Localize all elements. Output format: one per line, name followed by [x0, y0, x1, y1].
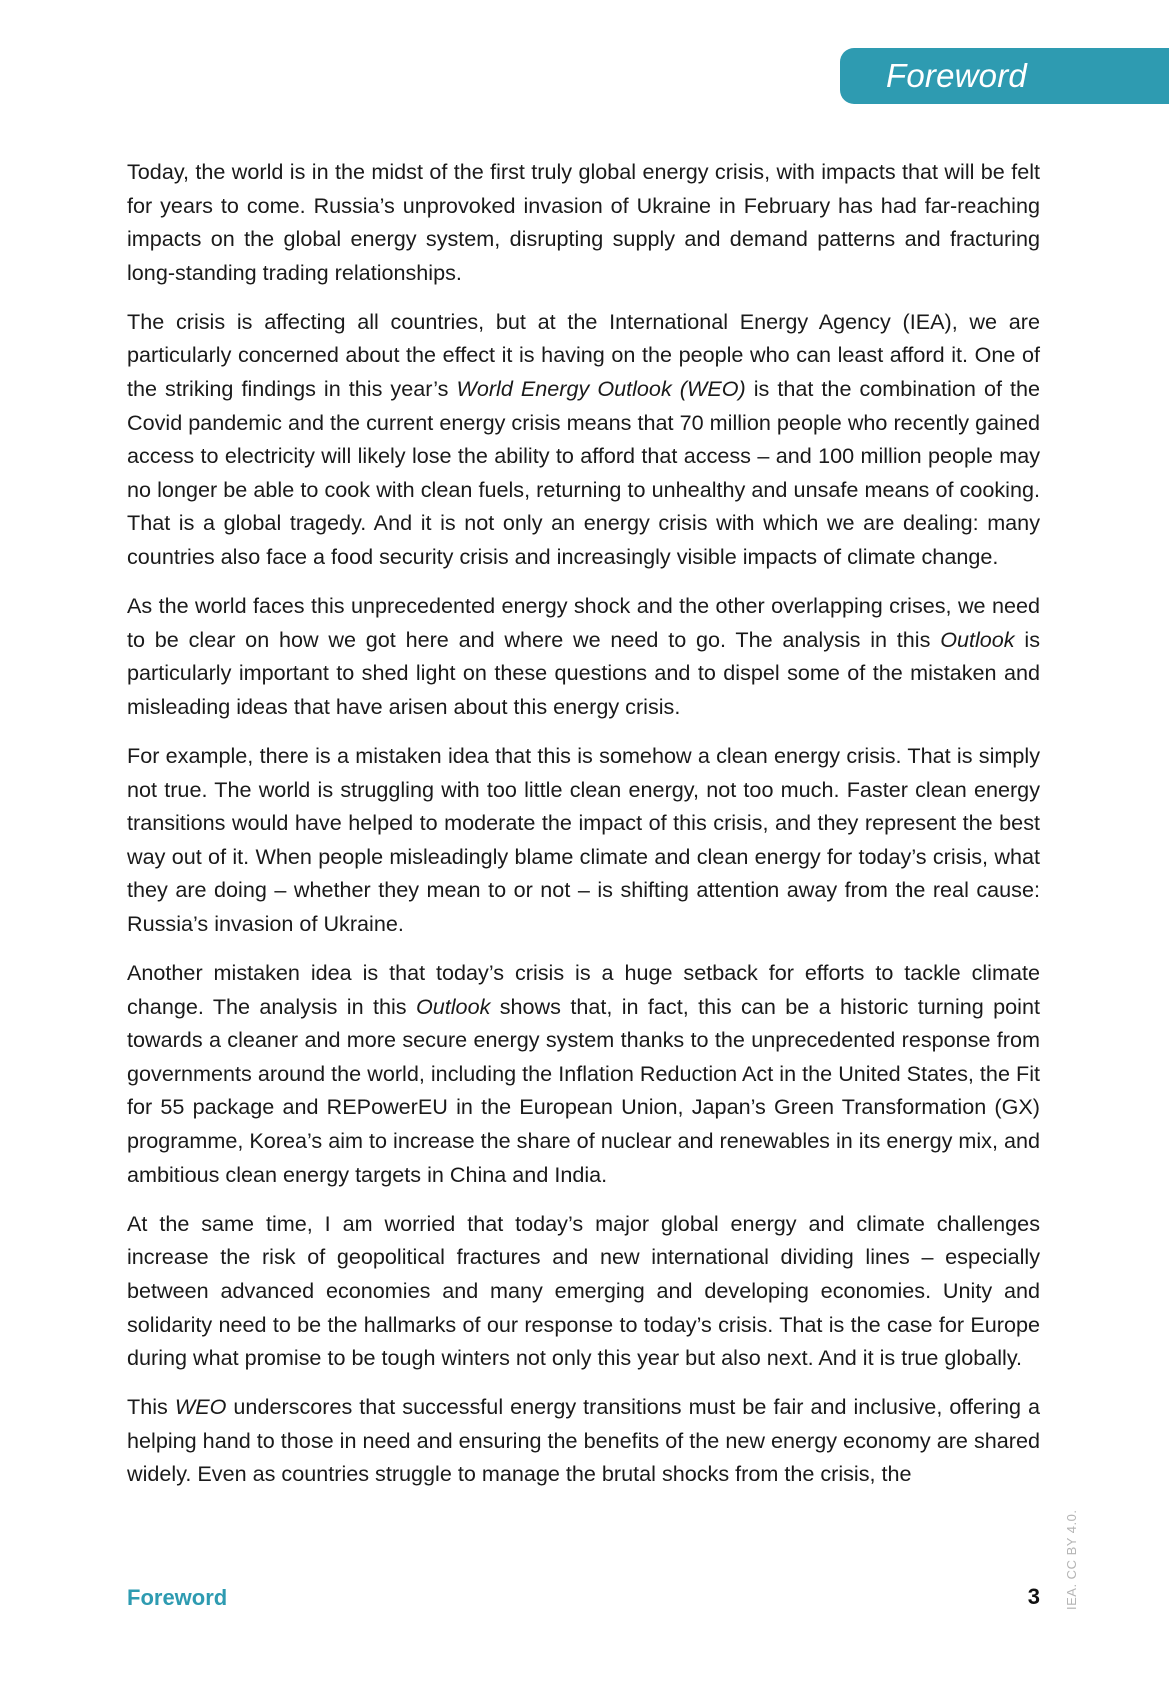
page-number: 3 [1027, 1584, 1040, 1609]
paragraph-2-text-end: is that the combination of the Covid pandemic and the current energy crisis means that 70 million people who recently gained access to electricity will likely lose the ability to afford that access – and 100 million people may no longer be able to cook with clean fuels, returning to unhealthy and unsafe means of cooking. That is a global tragedy. And it is not only an energy crisis with which we are dealing: many countries also face a food security crisis and increasingly visible impacts of climate change. [127, 376, 1041, 570]
paragraph-7-text-start: This [127, 1394, 175, 1420]
paragraph-1-text: Today, the world is in the midst of the first truly global energy crisis, with impacts that will be felt for years to come. Russia’s unprovoked invasion of Ukraine in February has had far-reaching impacts on the global energy system, disrupting supply and demand patterns and fracturing long-standing trading relationships. [127, 159, 1040, 285]
paragraph-4 [127, 739, 1040, 941]
paragraph-3-text-start: As the world faces this unprecedented energy shock and the other overlapping crises, we need to be clear on how we got here and where we need to go. The analysis in this [127, 593, 1040, 652]
publication-title-weo: World Energy Outlook (WEO) [456, 376, 746, 402]
paragraph-5 [127, 956, 1040, 1191]
paragraph-5-text-start: Another mistaken idea is that today’s crisis is a huge setback for efforts to tackle climate change. The analysis in this [127, 960, 1040, 1019]
paragraph-7-text-end: underscores that successful energy transitions must be fair and inclusive, offering a helping hand to those in need and ensuring the benefits of the new energy economy are shared widely. Even as countries struggle to manage the brutal shocks from the crisis, the [127, 1394, 1040, 1487]
footer-section-title: Foreword [127, 1585, 228, 1610]
paragraph-5-text-end: shows that, in fact, this can be a historic turning point towards a cleaner and more secure energy system thanks to the unprecedented response from governments around the world, including the Inflation Reduction Act in the United States, the Fit for 55 package and REPowerEU in the European Union, Japan’s Green Transformation (GX) programme, Korea’s aim to increase the share of nuclear and renewables in its energy mix, and ambitious clean energy targets in China and India. [127, 993, 1041, 1187]
paragraph-3-text-end: is particularly important to shed light on these questions and to dispel some of the mistaken and misleading ideas that have arisen about this energy crisis. [127, 626, 1040, 719]
section-header-label: Foreword [886, 57, 1027, 94]
section-header-tab [840, 48, 1169, 104]
paragraph-6 [127, 1207, 1040, 1375]
license-notice: IEA. CC BY 4.0. [1064, 1509, 1079, 1610]
body-text [127, 155, 1040, 1506]
paragraph-2 [127, 305, 1040, 574]
paragraph-3 [127, 589, 1040, 723]
publication-title-outlook-2: Outlook [415, 993, 491, 1019]
paragraph-1 [127, 155, 1040, 289]
publication-title-weo-2: WEO [174, 1394, 227, 1420]
paragraph-6-text: At the same time, I am worried that today’s major global energy and climate challenges increase the risk of geopolitical fractures and new international dividing lines – especially between advanced economies and many emerging and developing economies. Unity and solidarity need to be the hallmarks of our response to today’s crisis. That is the case for Europe during what promise to be tough winters not only this year but also next. And it is true globally. [127, 1210, 1040, 1371]
paragraph-4-text: For example, there is a mistaken idea that this is somehow a clean energy crisis. That is simply not true. The world is struggling with too little clean energy, not too much. Faster clean energy transitions would have helped to moderate the impact of this crisis, and they represent the best way out of it. When people misleadingly blame climate and clean energy for today’s crisis, what they are doing – whether they mean to or not – is shifting attention away from the real cause: Russia’s invasion of Ukraine. [127, 743, 1040, 936]
paragraph-7 [127, 1390, 1040, 1491]
paragraph-2-text-start: The crisis is affecting all countries, but at the International Energy Agency (IEA), we are particularly concerned about the effect it is having on the people who can least afford it. One of the striking findings in this year’s [127, 308, 1040, 402]
publication-title-outlook: Outlook [940, 626, 1015, 652]
